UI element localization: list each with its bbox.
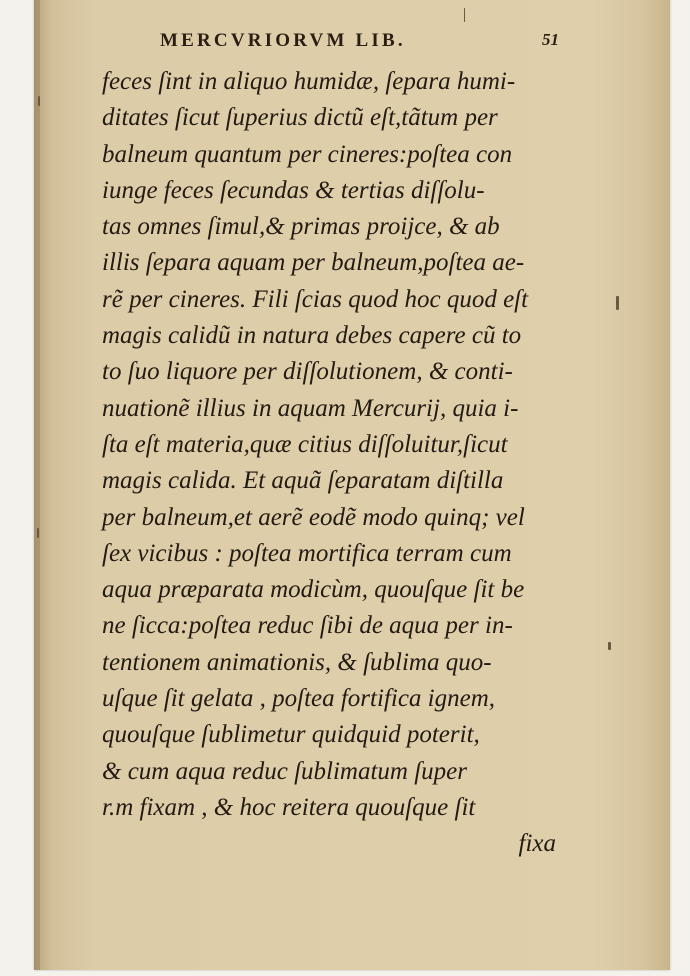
text-line: uſque ſit gelata , poſtea fortifica ignem,	[102, 685, 496, 713]
text-line: rẽ per cineres. Fili ſcias quod hoc quod eſt	[102, 285, 529, 313]
text-line: balneum quantum per cineres:poſtea con	[102, 140, 513, 168]
text-line: ditates ſicut ſuperius dictũ eſt,tãtum per	[102, 104, 498, 132]
page-number: 51	[542, 30, 559, 49]
ink-speck	[37, 528, 39, 538]
body-text	[102, 64, 572, 863]
text-line: aqua præparata modicùm, quouſque ſit be	[102, 576, 525, 604]
text-line: to ſuo liquore per diſſolutionem, & conti-	[102, 358, 513, 386]
text-line: quouſque ſublimetur quidquid poterit,	[102, 721, 480, 749]
text-line: magis calida. Et aquã ſeparatam diſtilla	[102, 467, 504, 495]
catchword: fixa	[518, 830, 556, 858]
text-line: magis calidũ in natura debes capere cũ to	[102, 322, 522, 350]
ink-speck	[616, 296, 619, 310]
ink-speck	[38, 96, 40, 106]
text-line: illis ſepara aquam per balneum,poſtea ae-	[102, 249, 525, 277]
text-line: per balneum,et aerẽ eodẽ modo quinq; vel	[102, 503, 525, 531]
text-line: & cum aqua reduc ſublimatum ſuper	[102, 757, 468, 785]
book-page	[34, 0, 670, 970]
text-line: ſta eſt materia,quæ citius diſſoluitur,ſicut	[102, 430, 508, 458]
text-line: feces ſint in aliquo humidæ, ſepara humi-	[102, 68, 516, 95]
text-line: nuationẽ illius in aquam Mercurij, quia i-	[102, 394, 519, 422]
text-line: ne ſicca:poſtea reduc ſibi de aqua per in-	[102, 612, 513, 640]
text-line: tas omnes ſimul,& primas proijce, & ab	[102, 213, 500, 241]
text-line: r.m fixam , & hoc reitera quouſque ſit	[102, 793, 476, 821]
running-head: MERCVRIORVM LIB.	[160, 30, 406, 51]
ink-speck	[464, 8, 465, 22]
page-header	[160, 30, 580, 54]
ink-speck	[608, 642, 611, 650]
text-line: iunge feces ſecundas & tertias diſſolu-	[102, 176, 485, 204]
text-line: ſex vicibus : poſtea mortifica terram cum	[102, 539, 512, 567]
text-line: tentionem animationis, & ſublima quo-	[102, 648, 492, 676]
